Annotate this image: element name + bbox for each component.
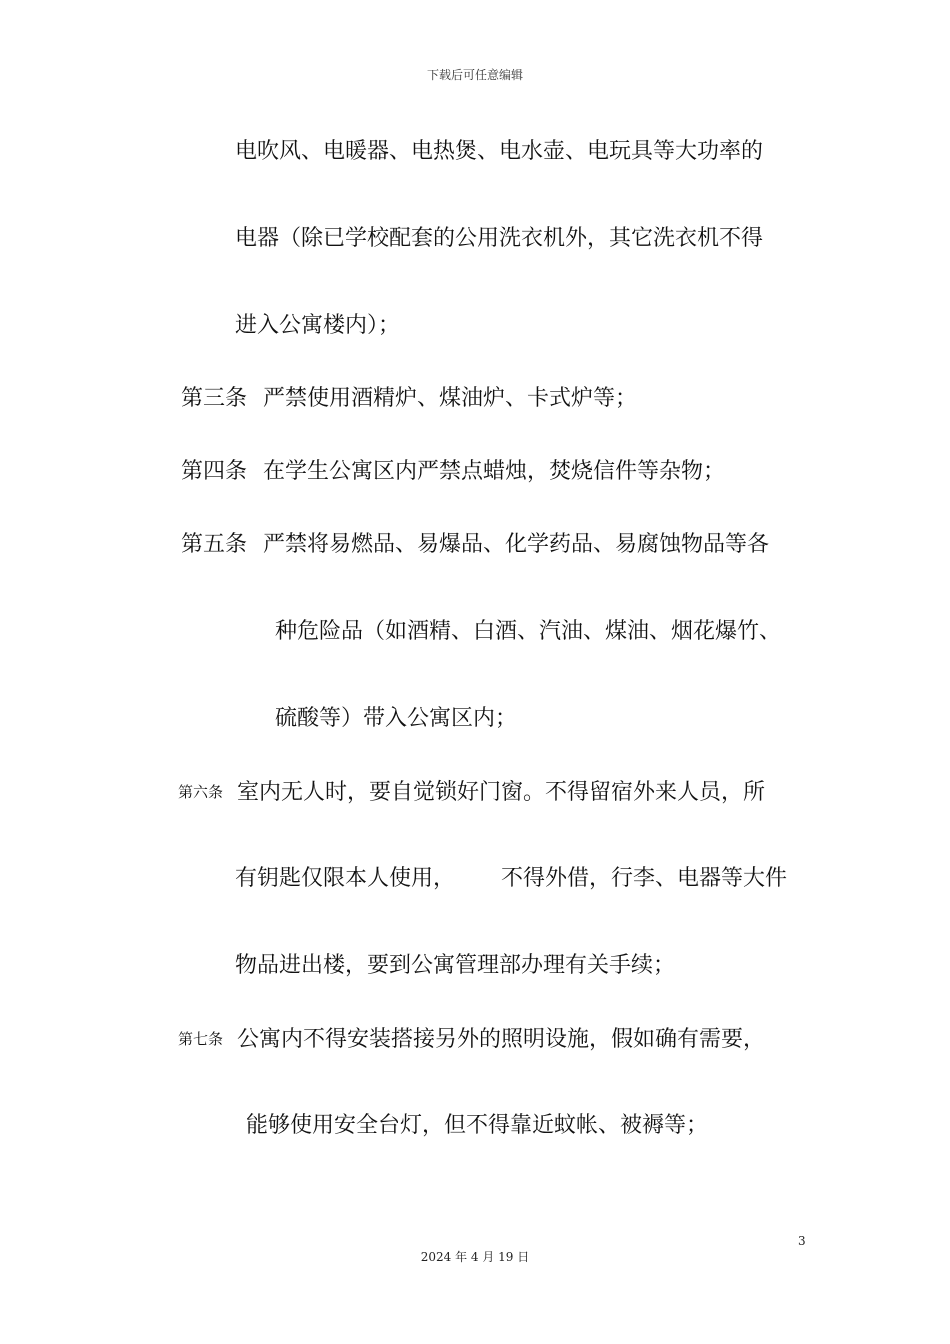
footer-date: 2024 年 4 月 19 日 [420, 1250, 530, 1264]
article-3-label: 第三条 [181, 386, 248, 411]
article-6-line-2b: 不得外借，行李、电器等大件 [501, 866, 788, 891]
body-line-1: 电吹风、电暖器、电热煲、电水壶、电玩具等大功率的 [235, 139, 764, 164]
body-line-2: 电器（除已学校配套的公用洗衣机外，其它洗衣机不得 [235, 226, 764, 251]
article-5-label: 第五条 [181, 532, 248, 557]
article-6 [178, 778, 765, 807]
article-6-line-2 [235, 865, 787, 893]
page-number: 3 [798, 1234, 806, 1248]
article-3-text: 严禁使用酒精炉、煤油炉、卡式炉等； [263, 386, 638, 411]
header-note: 下载后可任意编辑 [426, 68, 523, 82]
article-5-text: 严禁将易燃品、易爆品、化学药品、易腐蚀物品等各 [263, 532, 770, 557]
article-5 [181, 531, 769, 559]
article-6-label: 第六条 [178, 783, 224, 801]
article-3 [181, 385, 637, 413]
article-7-label: 第七条 [178, 1030, 224, 1048]
article-7 [178, 1025, 765, 1054]
article-5-line-3: 硫酸等）带入公寓区内； [275, 706, 518, 731]
body-line-3: 进入公寓楼内）； [235, 313, 401, 338]
article-7-text: 公寓内不得安装搭接另外的照明设施，假如确有需要， [237, 1027, 766, 1052]
article-4 [181, 458, 725, 486]
article-6-line-2a: 有钥匙仅限本人使用， [235, 866, 456, 891]
article-4-text: 在学生公寓区内严禁点蜡烛，焚烧信件等杂物； [263, 459, 726, 484]
article-7-line-2: 能够使用安全台灯，但不得靠近蚊帐、被褥等； [246, 1113, 709, 1138]
article-5-line-2: 种危险品（如酒精、白酒、汽油、煤油、烟花爆竹、 [275, 619, 782, 644]
article-6-text: 室内无人时，要自觉锁好门窗。不得留宿外来人员，所 [237, 780, 766, 805]
article-4-label: 第四条 [181, 459, 248, 484]
article-6-line-3: 物品进出楼，要到公寓管理部办理有关手续； [235, 953, 676, 978]
